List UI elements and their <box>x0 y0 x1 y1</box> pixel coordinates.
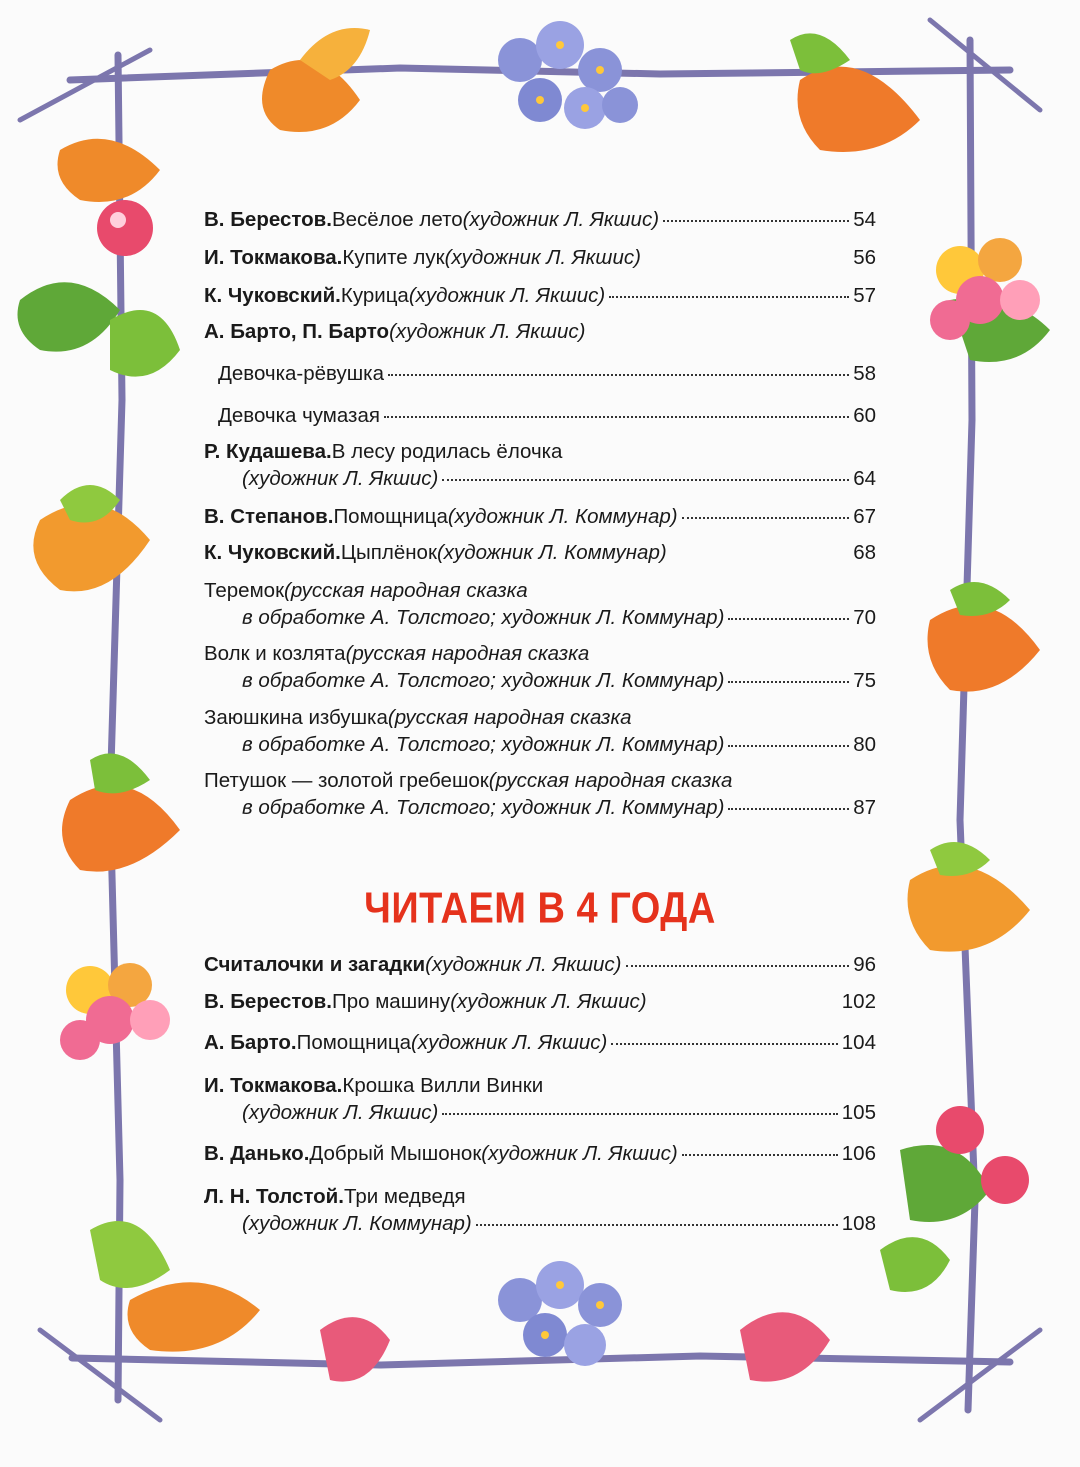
entry-page: 57 <box>853 284 876 307</box>
entry-title: Заюшкина избушка <box>204 706 388 729</box>
entry-illustrator: в обработке А. Толстого; художник Л. Коммунар) <box>242 606 725 629</box>
toc-entry <box>242 733 876 757</box>
leader-dots <box>728 681 849 683</box>
entry-title: Помощница <box>296 1031 411 1054</box>
entry-author: А. Барто. <box>204 1031 297 1054</box>
entry-author: В. Данько. <box>204 1142 310 1165</box>
leader-dots <box>728 808 849 810</box>
entry-illustrator: (художник Л. Якшис) <box>444 246 641 269</box>
toc-entry <box>242 1212 876 1236</box>
entry-page: 106 <box>841 1142 876 1165</box>
toc-entry <box>242 606 876 630</box>
entry-illustrator: (художник Л. Якшис) <box>408 284 606 307</box>
entry-illustrator: в обработке А. Толстого; художник Л. Коммунар) <box>242 796 725 819</box>
entry-illustrator: (русская народная сказка <box>345 642 590 665</box>
entry-illustrator: (художник Л. Якшис) <box>462 208 660 231</box>
section-heading: ЧИТАЕМ В 4 ГОДА <box>364 884 716 934</box>
toc-entry <box>218 362 876 386</box>
leader-dots <box>728 618 849 620</box>
toc-entry <box>204 284 876 308</box>
entry-page: 68 <box>853 541 876 564</box>
toc-entry <box>204 769 876 793</box>
toc-entry <box>204 1142 876 1166</box>
entry-illustrator: (русская народная сказка <box>284 579 528 602</box>
entry-illustrator: (художник Л. Якшис) <box>242 1101 439 1124</box>
entry-title: Добрый Мышонок <box>309 1142 482 1165</box>
toc-entry <box>204 953 876 977</box>
entry-author: В. Берестов. <box>204 990 332 1013</box>
leader-dots <box>611 1043 837 1045</box>
toc-entry <box>204 320 876 344</box>
entry-illustrator: (русская народная сказка <box>488 769 733 792</box>
entry-author: Л. Н. Толстой. <box>204 1185 344 1208</box>
toc-entry <box>204 246 876 270</box>
entry-illustrator: (русская народная сказка <box>387 706 632 729</box>
entry-page: 104 <box>841 1031 876 1054</box>
entry-page: 64 <box>853 467 876 490</box>
leader-dots <box>663 220 849 222</box>
entry-page: 70 <box>853 606 876 629</box>
toc-entry <box>204 1185 876 1209</box>
leader-dots <box>728 745 849 747</box>
entry-illustrator: (художник Л. Коммунар) <box>447 505 678 528</box>
entry-illustrator: (художник Л. Якшис) <box>389 320 586 343</box>
toc-entry <box>218 404 876 428</box>
leader-dots <box>442 1113 837 1115</box>
entry-author: В. Степанов. <box>204 505 334 528</box>
leader-dots <box>609 296 849 298</box>
entry-title: Крошка Вилли Винки <box>342 1074 544 1097</box>
entry-page: 75 <box>853 669 876 692</box>
entry-page: 87 <box>853 796 876 819</box>
entry-illustrator: в обработке А. Толстого; художник Л. Коммунар) <box>242 669 725 692</box>
entry-illustrator: (художник Л. Якшис) <box>242 467 439 490</box>
entry-page: 56 <box>853 246 876 269</box>
entry-title: Цыплёнок <box>340 541 437 564</box>
toc-entry <box>242 796 876 820</box>
toc-entry <box>204 208 876 232</box>
toc-entry <box>204 642 876 666</box>
entry-title: Девочка чумазая <box>218 404 380 427</box>
entry-title: Три медведя <box>343 1185 466 1208</box>
entry-title: Курица <box>340 284 409 307</box>
entry-author: И. Токмакова. <box>204 246 343 269</box>
leader-dots <box>626 965 850 967</box>
leader-dots <box>384 416 849 418</box>
leader-dots <box>682 517 850 519</box>
toc-entry <box>204 706 876 730</box>
leader-dots <box>682 1154 838 1156</box>
toc-entry <box>204 1074 876 1098</box>
entry-page: 80 <box>853 733 876 756</box>
toc-entry <box>242 1101 876 1125</box>
entry-page: 60 <box>853 404 876 427</box>
entry-page: 58 <box>853 362 876 385</box>
entry-title: Волк и козлята <box>204 642 346 665</box>
entry-page: 105 <box>841 1101 876 1124</box>
entry-illustrator: (художник Л. Якшис) <box>425 953 622 976</box>
entry-author: К. Чуковский. <box>204 541 341 564</box>
leader-dots <box>442 479 849 481</box>
entry-title: Помощница <box>333 505 448 528</box>
entry-title: Петушок — золотой гребешок <box>204 769 489 792</box>
toc-entry <box>204 579 876 603</box>
toc-entry <box>242 669 876 693</box>
entry-author: А. Барто, П. Барто <box>204 320 390 343</box>
entry-author: И. Токмакова. <box>204 1074 343 1097</box>
entry-page: 67 <box>853 505 876 528</box>
entry-page: 54 <box>853 208 876 231</box>
entry-title: Про машину <box>331 990 451 1013</box>
toc-entry <box>204 541 876 565</box>
entry-title: Теремок <box>204 579 285 602</box>
toc-entry <box>204 990 876 1014</box>
toc-entry <box>204 440 876 464</box>
entry-author: К. Чуковский. <box>204 284 341 307</box>
entry-illustrator: (художник Л. Якшис) <box>481 1142 678 1165</box>
entry-illustrator: (художник Л. Коммунар) <box>242 1212 472 1235</box>
entry-page: 96 <box>853 953 876 976</box>
entry-title: Весёлое лето <box>331 208 463 231</box>
entry-illustrator: в обработке А. Толстого; художник Л. Коммунар) <box>242 733 725 756</box>
toc-entry <box>204 1031 876 1055</box>
entry-title: В лесу родилась ёлочка <box>331 440 563 463</box>
entry-illustrator: (художник Л. Якшис) <box>411 1031 608 1054</box>
entry-author: Р. Кудашева. <box>204 440 332 463</box>
entry-illustrator: (художник Л. Якшис) <box>450 990 647 1013</box>
entry-illustrator: (художник Л. Коммунар) <box>436 541 667 564</box>
entry-title: Купите лук <box>342 246 445 269</box>
entry-page: 108 <box>841 1212 876 1235</box>
entry-page: 102 <box>841 990 876 1013</box>
toc-entry <box>204 505 876 529</box>
leader-dots <box>388 374 849 376</box>
entry-author: В. Берестов. <box>204 208 332 231</box>
leader-dots <box>476 1224 838 1226</box>
entry-author: Считалочки и загадки <box>204 953 426 976</box>
toc-entry <box>242 467 876 491</box>
entry-title: Девочка-рёвушка <box>218 362 384 385</box>
